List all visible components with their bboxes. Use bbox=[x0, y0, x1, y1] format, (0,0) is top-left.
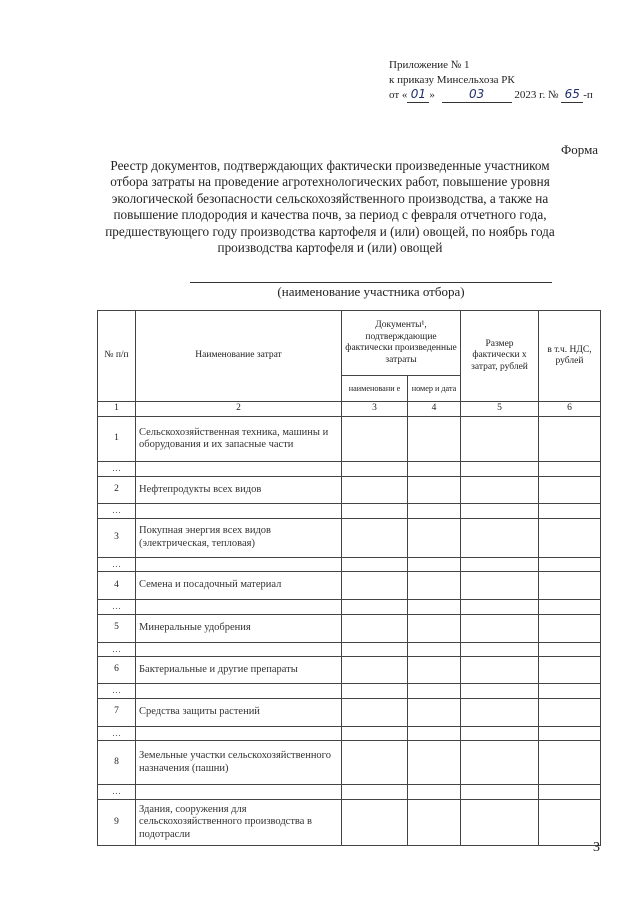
row-number: 5 bbox=[98, 614, 136, 642]
row-number: 7 bbox=[98, 698, 136, 726]
header-vat: в т.ч. НДС, рублей bbox=[539, 311, 601, 402]
row-number: 3 bbox=[98, 518, 136, 557]
doc-number-date-cell[interactable] bbox=[408, 698, 461, 726]
doc-number-date-cell[interactable] bbox=[408, 504, 461, 519]
doc-name-cell[interactable] bbox=[342, 557, 408, 572]
amount-cell[interactable] bbox=[461, 741, 539, 785]
row-number: … bbox=[98, 600, 136, 615]
column-number-row bbox=[98, 402, 601, 417]
appendix-suffix: -п bbox=[583, 89, 593, 101]
amount-cell[interactable] bbox=[461, 800, 539, 846]
header-amount: Размер фактически х затрат, рублей bbox=[461, 311, 539, 402]
vat-cell[interactable] bbox=[539, 600, 601, 615]
doc-number-date-cell[interactable] bbox=[408, 657, 461, 684]
header-docs-name: наименовани е bbox=[342, 376, 408, 402]
appendix-line3 bbox=[389, 87, 593, 103]
vat-cell[interactable] bbox=[539, 462, 601, 477]
expense-name bbox=[136, 557, 342, 572]
vat-cell[interactable] bbox=[539, 557, 601, 572]
table-row bbox=[98, 785, 601, 800]
row-number: … bbox=[98, 557, 136, 572]
doc-name-cell[interactable] bbox=[342, 504, 408, 519]
amount-cell[interactable] bbox=[461, 557, 539, 572]
doc-name-cell[interactable] bbox=[342, 462, 408, 477]
table-row bbox=[98, 800, 601, 846]
expense-name: Бактериальные и другие препараты bbox=[136, 657, 342, 684]
vat-cell[interactable] bbox=[539, 698, 601, 726]
expense-name: Средства защиты растений bbox=[136, 698, 342, 726]
header-row bbox=[98, 311, 601, 376]
row-number: … bbox=[98, 504, 136, 519]
vat-cell[interactable] bbox=[539, 417, 601, 462]
row-number: 2 bbox=[98, 477, 136, 504]
expense-name: Семена и посадочный материал bbox=[136, 572, 342, 600]
appendix-year: 2023 г. № bbox=[514, 89, 559, 101]
doc-name-cell[interactable] bbox=[342, 642, 408, 657]
table-row bbox=[98, 657, 601, 684]
appendix-month: 03 bbox=[442, 87, 512, 103]
amount-cell[interactable] bbox=[461, 600, 539, 615]
expense-name: Сельскохозяйственная техника, машины и оборудования и их запасные части bbox=[136, 417, 342, 462]
expense-name bbox=[136, 462, 342, 477]
expense-name bbox=[136, 600, 342, 615]
doc-name-cell[interactable] bbox=[342, 800, 408, 846]
amount-cell[interactable] bbox=[461, 518, 539, 557]
amount-cell[interactable] bbox=[461, 614, 539, 642]
table-row bbox=[98, 477, 601, 504]
doc-number-date-cell[interactable] bbox=[408, 684, 461, 699]
vat-cell[interactable] bbox=[539, 477, 601, 504]
page-number: 3 bbox=[593, 840, 600, 855]
registry-table bbox=[97, 310, 601, 846]
row-number: … bbox=[98, 462, 136, 477]
doc-name-cell[interactable] bbox=[342, 614, 408, 642]
vat-cell[interactable] bbox=[539, 741, 601, 785]
doc-number-date-cell[interactable] bbox=[408, 726, 461, 741]
amount-cell[interactable] bbox=[461, 417, 539, 462]
col-number: 5 bbox=[461, 402, 539, 417]
doc-number-date-cell[interactable] bbox=[408, 800, 461, 846]
doc-number-date-cell[interactable] bbox=[408, 741, 461, 785]
doc-number-date-cell[interactable] bbox=[408, 614, 461, 642]
table-row bbox=[98, 698, 601, 726]
amount-cell[interactable] bbox=[461, 657, 539, 684]
amount-cell[interactable] bbox=[461, 477, 539, 504]
table-row bbox=[98, 557, 601, 572]
vat-cell[interactable] bbox=[539, 642, 601, 657]
doc-name-cell[interactable] bbox=[342, 477, 408, 504]
amount-cell[interactable] bbox=[461, 684, 539, 699]
amount-cell[interactable] bbox=[461, 642, 539, 657]
expense-name bbox=[136, 684, 342, 699]
appendix-date-prefix: от « bbox=[389, 89, 408, 101]
vat-cell[interactable] bbox=[539, 726, 601, 741]
doc-number-date-cell[interactable] bbox=[408, 557, 461, 572]
header-docs: Документы¹, подтверждающие фактически произведенные затраты bbox=[342, 311, 461, 376]
row-number: 8 bbox=[98, 741, 136, 785]
appendix-number: 65 bbox=[561, 87, 583, 103]
table-row bbox=[98, 417, 601, 462]
doc-name-cell[interactable] bbox=[342, 726, 408, 741]
appendix-block bbox=[389, 58, 593, 103]
row-number: … bbox=[98, 684, 136, 699]
expense-name: Земельные участки сельскохозяйственного назначения (пашни) bbox=[136, 741, 342, 785]
vat-cell[interactable] bbox=[539, 800, 601, 846]
row-number: 9 bbox=[98, 800, 136, 846]
col-number: 6 bbox=[539, 402, 601, 417]
appendix-date-mid: » bbox=[429, 89, 435, 101]
doc-name-cell[interactable] bbox=[342, 657, 408, 684]
expense-name bbox=[136, 504, 342, 519]
amount-cell[interactable] bbox=[461, 504, 539, 519]
doc-number-date-cell[interactable] bbox=[408, 600, 461, 615]
amount-cell[interactable] bbox=[461, 572, 539, 600]
doc-number-date-cell[interactable] bbox=[408, 477, 461, 504]
amount-cell[interactable] bbox=[461, 462, 539, 477]
appendix-day: 01 bbox=[407, 87, 429, 103]
vat-cell[interactable] bbox=[539, 518, 601, 557]
table-row bbox=[98, 684, 601, 699]
row-number: … bbox=[98, 642, 136, 657]
vat-cell[interactable] bbox=[539, 684, 601, 699]
table-row bbox=[98, 726, 601, 741]
row-number: … bbox=[98, 726, 136, 741]
vat-cell[interactable] bbox=[539, 785, 601, 800]
appendix-line2: к приказу Минсельхоза РК bbox=[389, 73, 515, 86]
col-number: 2 bbox=[136, 402, 342, 417]
vat-cell[interactable] bbox=[539, 614, 601, 642]
expense-name: Нефтепродукты всех видов bbox=[136, 477, 342, 504]
expense-name: Покупная энергия всех видов (электрическая, тепловая) bbox=[136, 518, 342, 557]
expense-name bbox=[136, 785, 342, 800]
table-row bbox=[98, 741, 601, 785]
col-number: 4 bbox=[408, 402, 461, 417]
doc-name-cell[interactable] bbox=[342, 785, 408, 800]
row-number: … bbox=[98, 785, 136, 800]
amount-cell[interactable] bbox=[461, 698, 539, 726]
expense-name bbox=[136, 726, 342, 741]
document-title: Реестр документов, подтверждающих фактически произведенные участником отбора затраты на проведение агротехнологических работ, повышение уровня экологической безопасности сельскохозяйственного производства, а также на повышение плодородия и качества почв, за период с февраля отчетного года, предшествующего году производства картофеля и (или) овощей, по ноябрь года производства картофеля и (или) овощей bbox=[105, 158, 555, 256]
expense-name: Здания, сооружения для сельскохозяйственного производства в подотрасли bbox=[136, 800, 342, 846]
doc-name-cell[interactable] bbox=[342, 572, 408, 600]
participant-caption: (наименование участника отбора) bbox=[277, 284, 465, 299]
doc-name-cell[interactable] bbox=[342, 741, 408, 785]
header-num: № п/п bbox=[98, 311, 136, 402]
expense-name bbox=[136, 642, 342, 657]
doc-number-date-cell[interactable] bbox=[408, 572, 461, 600]
appendix-line1: Приложение № 1 bbox=[389, 59, 470, 71]
table-row bbox=[98, 614, 601, 642]
table-row bbox=[98, 572, 601, 600]
doc-name-cell[interactable] bbox=[342, 417, 408, 462]
row-number: 6 bbox=[98, 657, 136, 684]
participant-name-line bbox=[190, 282, 552, 283]
table-row bbox=[98, 642, 601, 657]
col-number: 1 bbox=[98, 402, 136, 417]
doc-number-date-cell[interactable] bbox=[408, 417, 461, 462]
table-row bbox=[98, 504, 601, 519]
expense-name: Минеральные удобрения bbox=[136, 614, 342, 642]
table-row bbox=[98, 518, 601, 557]
row-number: 4 bbox=[98, 572, 136, 600]
form-label: Форма bbox=[561, 142, 598, 157]
header-docs-num-date: номер и дата bbox=[408, 376, 461, 402]
table-row bbox=[98, 462, 601, 477]
doc-number-date-cell[interactable] bbox=[408, 785, 461, 800]
vat-cell[interactable] bbox=[539, 572, 601, 600]
doc-name-cell[interactable] bbox=[342, 600, 408, 615]
doc-number-date-cell[interactable] bbox=[408, 642, 461, 657]
doc-name-cell[interactable] bbox=[342, 698, 408, 726]
amount-cell[interactable] bbox=[461, 785, 539, 800]
doc-name-cell[interactable] bbox=[342, 518, 408, 557]
vat-cell[interactable] bbox=[539, 504, 601, 519]
col-number: 3 bbox=[342, 402, 408, 417]
vat-cell[interactable] bbox=[539, 657, 601, 684]
doc-number-date-cell[interactable] bbox=[408, 518, 461, 557]
amount-cell[interactable] bbox=[461, 726, 539, 741]
table-row bbox=[98, 600, 601, 615]
doc-name-cell[interactable] bbox=[342, 684, 408, 699]
doc-number-date-cell[interactable] bbox=[408, 462, 461, 477]
row-number: 1 bbox=[98, 417, 136, 462]
header-name: Наименование затрат bbox=[136, 311, 342, 402]
